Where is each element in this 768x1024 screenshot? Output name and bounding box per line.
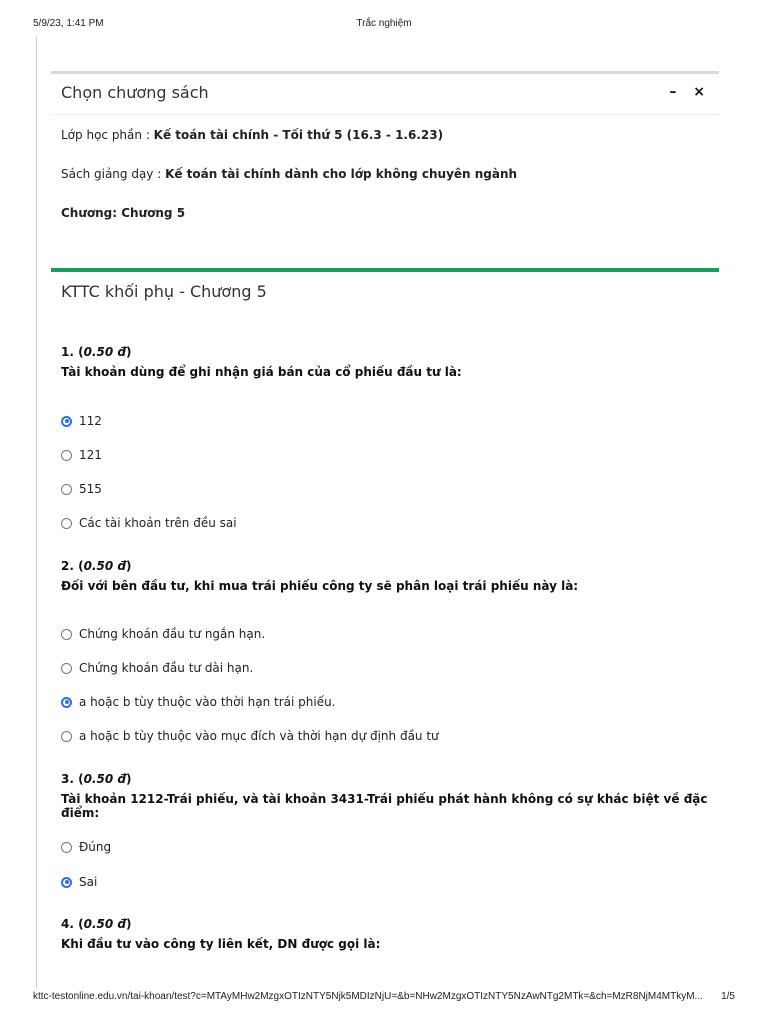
question-1-header: 1. (0.50 đ) [61,345,132,359]
quiz-panel [51,268,719,984]
chapter-panel [51,71,719,259]
book-value: Kế toán tài chính dành cho lớp không chuyên ngành [165,167,518,181]
question-2-header: 2. (0.50 đ) [61,559,132,573]
option-label: Đúng [79,840,112,854]
option-label: 121 [79,448,102,462]
radio-icon[interactable] [61,663,72,674]
question-2-option-4[interactable] [61,729,439,743]
question-3-text: Tài khoản 1212-Trái phiếu, và tài khoản 3431-Trái phiếu phát hành không có sự khác biệt về đặc điểm: [61,792,708,820]
question-number: 1. [61,345,74,359]
option-label: Chứng khoán đầu tư ngắn hạn. [79,627,266,641]
print-url: kttc-testonline.edu.vn/tai-khoan/test?c=MTAyMHw2MzgxOTIzNTY5Njk5MDIzNjU=&b=NHw2MzgxOTIzNTY5NzAwNTg2MTk=&ch=MzR8NjM4MTkyM... [33,991,703,1002]
question-3-header: 3. (0.50 đ) [61,772,132,786]
print-page-number: 1/5 [721,991,735,1002]
radio-icon[interactable] [61,450,72,461]
course-label: Lớp học phần : [61,128,154,142]
close-icon[interactable]: × [693,84,705,100]
question-1-option-1[interactable] [61,414,102,428]
question-1-option-3[interactable] [61,482,102,496]
radio-icon[interactable] [61,629,72,640]
panel-tools [657,84,705,100]
page-left-rule [36,36,37,988]
option-label: 112 [79,414,102,428]
minimize-icon[interactable]: – [669,84,677,100]
chapter-panel-header [51,74,719,115]
question-score: 0.50 đ [83,559,126,573]
question-score: 0.50 đ [83,345,126,359]
question-number: 4. [61,917,74,931]
quiz-title: KTTC khối phụ - Chương 5 [61,282,267,301]
question-2-option-1[interactable] [61,627,265,641]
option-label: a hoặc b tùy thuộc vào thời hạn trái phiếu. [79,695,336,709]
question-number: 2. [61,559,74,573]
option-label: Chứng khoán đầu tư dài hạn. [79,661,254,675]
chapter-info [61,206,185,220]
question-2-text: Đối với bên đầu tư, khi mua trái phiếu công ty sẽ phân loại trái phiếu này là: [61,579,579,593]
print-footer [0,991,768,1007]
option-label: 515 [79,482,102,496]
question-2-option-3[interactable] [61,695,336,709]
question-4-text: Khi đầu tư vào công ty liên kết, DN được gọi là: [61,937,381,951]
radio-icon[interactable] [61,518,72,529]
option-label: Các tài khoản trên đều sai [79,516,237,530]
question-number: 3. [61,772,74,786]
course-value: Kế toán tài chính - Tối thứ 5 (16.3 - 1.6.23) [153,128,444,142]
book-info [61,167,517,181]
radio-icon[interactable] [61,484,72,495]
radio-selected-icon[interactable] [61,416,72,427]
quiz-panel-header [51,272,719,316]
print-header [0,18,768,34]
question-1-text: Tài khoản dùng để ghi nhận giá bán của cổ phiếu đầu tư là: [61,365,462,379]
book-label: Sách giảng dạy : [61,167,166,181]
question-3-option-2[interactable] [61,875,97,889]
radio-icon[interactable] [61,731,72,742]
option-label: a hoặc b tùy thuộc vào mục đích và thời hạn dự định đầu tư [79,729,439,743]
question-score: 0.50 đ [83,772,126,786]
question-3-option-1[interactable] [61,840,111,854]
option-label: Sai [79,875,98,889]
chapter-panel-title: Chọn chương sách [61,83,209,102]
radio-selected-icon[interactable] [61,877,72,888]
radio-selected-icon[interactable] [61,697,72,708]
print-doc-title: Trắc nghiệm [356,18,412,29]
question-1-option-4[interactable] [61,516,237,530]
question-4-header: 4. (0.50 đ) [61,917,132,931]
print-datetime: 5/9/23, 1:41 PM [33,18,104,29]
question-1-option-2[interactable] [61,448,102,462]
radio-icon[interactable] [61,842,72,853]
question-score: 0.50 đ [83,917,126,931]
chapter-value: Chương: Chương 5 [61,206,186,220]
course-info [61,128,443,142]
question-2-option-2[interactable] [61,661,253,675]
